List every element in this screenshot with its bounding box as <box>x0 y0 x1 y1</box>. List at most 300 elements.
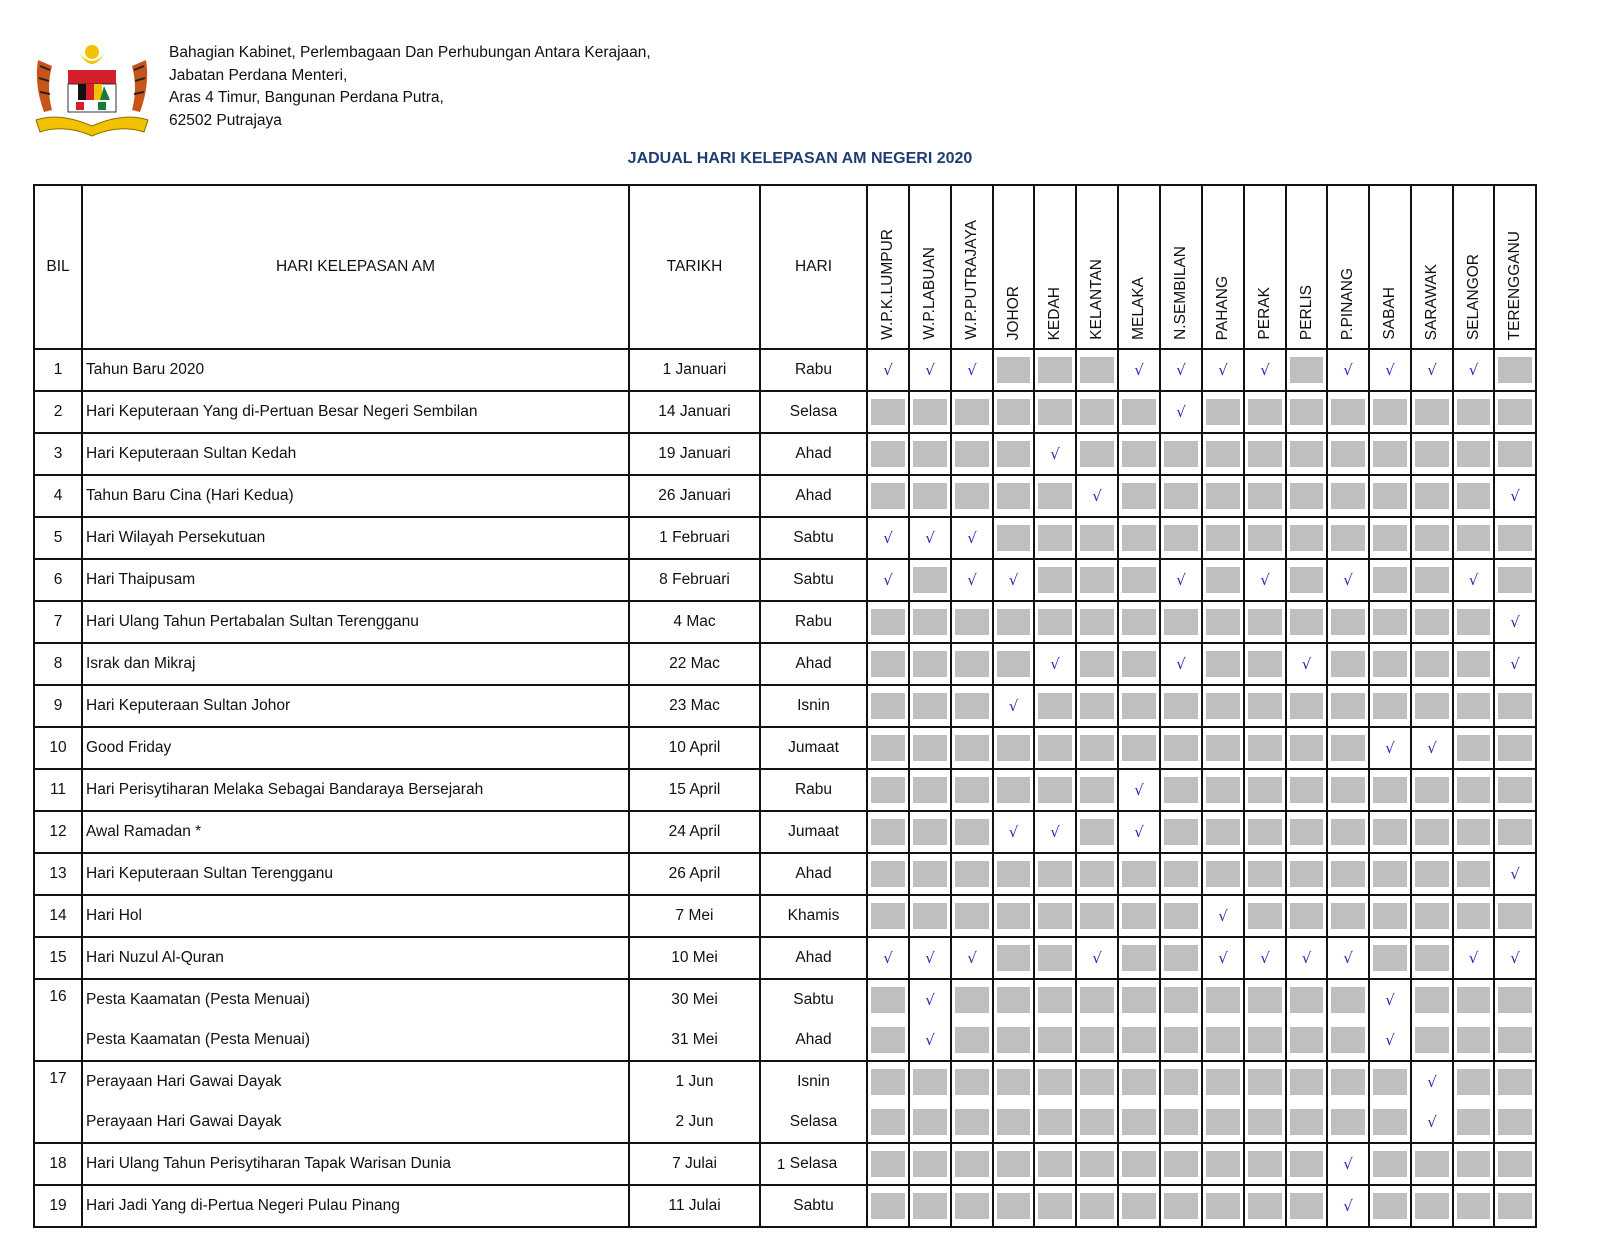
state-cell <box>1369 1102 1411 1143</box>
state-cell <box>1118 391 1160 433</box>
not-applicable-box <box>1331 693 1365 719</box>
state-cell <box>1411 1020 1453 1061</box>
not-applicable-box <box>1331 609 1365 635</box>
not-applicable-box <box>1038 1069 1072 1095</box>
not-applicable-box <box>913 609 947 635</box>
state-cell <box>993 895 1034 937</box>
holiday-date: 30 Mei <box>629 979 760 1020</box>
state-label: W.P.LABUAN <box>921 247 938 340</box>
state-cell <box>1118 433 1160 475</box>
state-cell <box>1118 811 1160 853</box>
row-number: 10 <box>34 727 82 769</box>
check-icon: √ <box>925 949 935 967</box>
not-applicable-box <box>1290 861 1323 887</box>
holiday-name: Hari Keputeraan Yang di-Pertuan Besar Negeri Sembilan <box>82 391 629 433</box>
state-cell <box>1286 853 1327 895</box>
state-cell <box>1034 601 1076 643</box>
not-applicable-box <box>1164 903 1198 929</box>
state-cell <box>951 685 993 727</box>
state-cell <box>1076 1102 1118 1143</box>
state-cell <box>1369 643 1411 685</box>
not-applicable-box <box>1164 441 1198 467</box>
holiday-name: Hari Nuzul Al-Quran <box>82 937 629 979</box>
holiday-day: Ahad <box>760 937 867 979</box>
state-cell <box>1160 643 1202 685</box>
state-cell <box>1494 937 1536 979</box>
state-cell <box>1118 475 1160 517</box>
address-line: 62502 Putrajaya <box>169 111 282 129</box>
not-applicable-box <box>997 525 1030 551</box>
coat-of-arms-icon <box>30 40 154 138</box>
state-cell <box>867 769 909 811</box>
state-cell <box>1286 433 1327 475</box>
state-cell <box>951 475 993 517</box>
not-applicable-box <box>997 1193 1030 1219</box>
holiday-day: Khamis <box>760 895 867 937</box>
state-cell <box>993 937 1034 979</box>
state-cell <box>1160 391 1202 433</box>
not-applicable-box <box>913 483 947 509</box>
not-applicable-box <box>1248 651 1282 677</box>
holiday-name: Hari Ulang Tahun Pertabalan Sultan Terengganu <box>82 601 629 643</box>
state-cell <box>1118 1185 1160 1227</box>
holiday-name: Perayaan Hari Gawai Dayak <box>82 1061 629 1102</box>
not-applicable-box <box>1498 399 1532 425</box>
state-cell <box>993 853 1034 895</box>
state-cell <box>1244 559 1286 601</box>
state-cell <box>1076 391 1118 433</box>
not-applicable-box <box>1080 1069 1114 1095</box>
not-applicable-box <box>1122 735 1156 761</box>
state-cell <box>1411 391 1453 433</box>
table-row <box>34 391 1536 433</box>
state-cell <box>951 853 993 895</box>
not-applicable-box <box>997 861 1030 887</box>
state-cell <box>1369 685 1411 727</box>
not-applicable-box <box>1206 861 1240 887</box>
holiday-name: Hari Keputeraan Sultan Johor <box>82 685 629 727</box>
not-applicable-box <box>1038 567 1072 593</box>
state-cell <box>1160 1185 1202 1227</box>
state-cell <box>1034 349 1076 391</box>
not-applicable-box <box>1122 483 1156 509</box>
state-cell <box>1494 1102 1536 1143</box>
not-applicable-box <box>871 441 905 467</box>
column-header-state <box>1202 185 1244 349</box>
state-cell <box>993 475 1034 517</box>
state-cell <box>993 517 1034 559</box>
check-icon: √ <box>1134 361 1144 379</box>
state-cell <box>1202 475 1244 517</box>
state-cell <box>1076 475 1118 517</box>
holiday-date: 1 Februari <box>629 517 760 559</box>
not-applicable-box <box>1457 819 1490 845</box>
not-applicable-box <box>1331 525 1365 551</box>
state-cell <box>1244 601 1286 643</box>
not-applicable-box <box>1080 651 1114 677</box>
table-row <box>34 727 1536 769</box>
state-cell <box>1286 559 1327 601</box>
state-cell <box>1244 769 1286 811</box>
state-cell <box>1286 727 1327 769</box>
state-cell <box>909 895 951 937</box>
state-cell <box>993 1061 1034 1102</box>
state-cell <box>1494 769 1536 811</box>
not-applicable-box <box>1164 777 1198 803</box>
state-cell <box>1034 685 1076 727</box>
state-cell <box>1034 517 1076 559</box>
state-label: N.SEMBILAN <box>1172 246 1189 340</box>
holiday-name: Awal Ramadan * <box>82 811 629 853</box>
column-header-state <box>1076 185 1118 349</box>
state-cell <box>1202 727 1244 769</box>
not-applicable-box <box>1122 1193 1156 1219</box>
not-applicable-box <box>1331 777 1365 803</box>
not-applicable-box <box>871 819 905 845</box>
row-number: 4 <box>34 475 82 517</box>
not-applicable-box <box>1080 525 1114 551</box>
not-applicable-box <box>1415 609 1449 635</box>
not-applicable-box <box>871 861 905 887</box>
not-applicable-box <box>1290 609 1323 635</box>
not-applicable-box <box>1122 651 1156 677</box>
table-row <box>34 643 1536 685</box>
state-cell <box>909 853 951 895</box>
not-applicable-box <box>1038 735 1072 761</box>
state-cell <box>1076 1020 1118 1061</box>
not-applicable-box <box>1498 1193 1532 1219</box>
not-applicable-box <box>1206 1109 1240 1135</box>
check-icon: √ <box>1468 571 1479 589</box>
not-applicable-box <box>1038 609 1072 635</box>
state-cell <box>1202 433 1244 475</box>
state-cell <box>951 433 993 475</box>
column-header-bil: BIL <box>34 185 82 349</box>
holiday-name: Tahun Baru 2020 <box>82 349 629 391</box>
state-cell <box>1286 475 1327 517</box>
state-cell <box>1202 979 1244 1020</box>
state-label: PERLIS <box>1297 284 1315 340</box>
not-applicable-box <box>1248 819 1282 845</box>
not-applicable-box <box>1206 693 1240 719</box>
state-cell <box>1369 937 1411 979</box>
not-applicable-box <box>1331 1069 1365 1095</box>
check-icon: √ <box>967 571 977 589</box>
state-cell <box>951 895 993 937</box>
not-applicable-box <box>1498 693 1532 719</box>
state-cell <box>1202 853 1244 895</box>
check-icon: √ <box>1218 361 1228 379</box>
state-cell <box>1286 391 1327 433</box>
holiday-date: 23 Mac <box>629 685 760 727</box>
not-applicable-box <box>1331 651 1365 677</box>
holiday-date: 11 Julai <box>629 1185 760 1227</box>
table-row <box>34 517 1536 559</box>
not-applicable-box <box>1248 441 1282 467</box>
not-applicable-box <box>1331 1109 1365 1135</box>
not-applicable-box <box>871 1109 905 1135</box>
state-cell <box>867 517 909 559</box>
state-cell <box>1076 1061 1118 1102</box>
state-cell <box>867 1185 909 1227</box>
not-applicable-box <box>1290 693 1323 719</box>
not-applicable-box <box>1290 777 1323 803</box>
state-cell <box>909 391 951 433</box>
state-cell <box>1286 1061 1327 1102</box>
state-cell <box>1202 559 1244 601</box>
state-label: W.P.PUTRAJAYA <box>963 220 980 340</box>
row-number: 9 <box>34 685 82 727</box>
state-cell <box>1160 517 1202 559</box>
state-cell <box>1411 517 1453 559</box>
column-header-state <box>1286 185 1327 349</box>
not-applicable-box <box>871 735 905 761</box>
state-cell <box>1244 433 1286 475</box>
not-applicable-box <box>955 861 989 887</box>
not-applicable-box <box>1038 399 1072 425</box>
state-cell <box>1327 853 1369 895</box>
row-number: 19 <box>34 1185 82 1227</box>
state-cell <box>1453 349 1494 391</box>
holiday-day: Ahad <box>760 475 867 517</box>
holiday-date: 26 Januari <box>629 475 760 517</box>
not-applicable-box <box>955 735 989 761</box>
state-cell <box>867 853 909 895</box>
check-icon: √ <box>1385 1031 1395 1049</box>
not-applicable-box <box>1457 609 1490 635</box>
state-cell <box>1118 979 1160 1020</box>
state-label: KEDAH <box>1046 286 1063 340</box>
not-applicable-box <box>1248 1027 1282 1053</box>
not-applicable-box <box>913 1069 947 1095</box>
not-applicable-box <box>955 777 989 803</box>
column-header-state <box>909 185 951 349</box>
not-applicable-box <box>997 903 1030 929</box>
state-cell <box>1202 1185 1244 1227</box>
state-cell <box>1327 517 1369 559</box>
state-cell <box>1494 895 1536 937</box>
state-cell <box>1494 391 1536 433</box>
state-cell <box>1076 685 1118 727</box>
not-applicable-box <box>1248 609 1282 635</box>
check-icon: √ <box>1050 445 1060 463</box>
not-applicable-box <box>871 903 905 929</box>
check-icon: √ <box>1176 361 1186 379</box>
state-cell <box>1202 685 1244 727</box>
state-cell <box>1494 1020 1536 1061</box>
holiday-date: 22 Mac <box>629 643 760 685</box>
not-applicable-box <box>955 399 989 425</box>
state-cell <box>1411 937 1453 979</box>
not-applicable-box <box>1080 693 1114 719</box>
state-cell <box>1369 1020 1411 1061</box>
state-cell <box>1286 979 1327 1020</box>
state-cell <box>951 1061 993 1102</box>
check-icon: √ <box>967 949 977 967</box>
check-icon: √ <box>1050 823 1060 841</box>
holiday-name: Hari Keputeraan Sultan Kedah <box>82 433 629 475</box>
not-applicable-box <box>1457 987 1490 1013</box>
not-applicable-box <box>1290 987 1323 1013</box>
state-cell <box>1411 1102 1453 1143</box>
state-cell <box>1244 1185 1286 1227</box>
state-cell <box>1118 601 1160 643</box>
holiday-name: Hari Ulang Tahun Perisytiharan Tapak Warisan Dunia <box>82 1143 629 1185</box>
not-applicable-box <box>1290 525 1323 551</box>
state-cell <box>1494 349 1536 391</box>
not-applicable-box <box>871 483 905 509</box>
state-cell <box>1411 811 1453 853</box>
not-applicable-box <box>1457 525 1490 551</box>
state-cell <box>867 475 909 517</box>
state-cell <box>951 601 993 643</box>
state-cell <box>909 1020 951 1061</box>
check-icon: √ <box>1510 865 1520 883</box>
row-number: 8 <box>34 643 82 685</box>
state-cell <box>1369 811 1411 853</box>
check-icon: √ <box>967 529 977 547</box>
state-cell <box>867 685 909 727</box>
state-cell <box>1494 643 1536 685</box>
holiday-day: Ahad <box>760 643 867 685</box>
state-cell <box>951 937 993 979</box>
state-cell <box>1118 685 1160 727</box>
not-applicable-box <box>1457 1109 1490 1135</box>
not-applicable-box <box>997 777 1030 803</box>
not-applicable-box <box>1498 735 1532 761</box>
state-cell <box>1286 517 1327 559</box>
check-icon: √ <box>925 1031 935 1049</box>
not-applicable-box <box>1331 861 1365 887</box>
not-applicable-box <box>1248 1069 1282 1095</box>
not-applicable-box <box>1248 483 1282 509</box>
not-applicable-box <box>1290 1069 1323 1095</box>
not-applicable-box <box>1415 777 1449 803</box>
column-header-day: HARI <box>760 185 867 349</box>
state-cell <box>1034 937 1076 979</box>
not-applicable-box <box>1290 819 1323 845</box>
state-cell <box>951 979 993 1020</box>
column-header-state <box>1369 185 1411 349</box>
not-applicable-box <box>955 1109 989 1135</box>
state-cell <box>1327 1061 1369 1102</box>
not-applicable-box <box>1038 483 1072 509</box>
state-cell <box>1411 979 1453 1020</box>
state-cell <box>1411 1061 1453 1102</box>
check-icon: √ <box>1343 571 1353 589</box>
not-applicable-box <box>871 1193 905 1219</box>
state-cell <box>867 1102 909 1143</box>
state-cell <box>1453 391 1494 433</box>
state-cell <box>1453 727 1494 769</box>
not-applicable-box <box>1457 735 1490 761</box>
not-applicable-box <box>1331 735 1365 761</box>
not-applicable-box <box>913 441 947 467</box>
state-cell <box>1453 811 1494 853</box>
not-applicable-box <box>1248 987 1282 1013</box>
not-applicable-box <box>1290 399 1323 425</box>
not-applicable-box <box>1373 525 1407 551</box>
not-applicable-box <box>913 777 947 803</box>
not-applicable-box <box>1038 987 1072 1013</box>
check-icon: √ <box>1260 361 1270 379</box>
not-applicable-box <box>1290 735 1323 761</box>
not-applicable-box <box>1373 903 1407 929</box>
state-cell <box>1034 769 1076 811</box>
state-cell <box>1076 811 1118 853</box>
not-applicable-box <box>1373 441 1407 467</box>
not-applicable-box <box>1080 819 1114 845</box>
not-applicable-box <box>871 693 905 719</box>
not-applicable-box <box>913 1193 947 1219</box>
holiday-date: 26 April <box>629 853 760 895</box>
state-cell <box>1286 937 1327 979</box>
not-applicable-box <box>1498 567 1532 593</box>
state-cell <box>909 433 951 475</box>
state-label: TERENGGANU <box>1506 230 1523 340</box>
state-cell <box>1369 1061 1411 1102</box>
row-number: 16 <box>34 979 82 1061</box>
state-cell <box>1453 979 1494 1020</box>
row-number: 5 <box>34 517 82 559</box>
column-header-state <box>867 185 909 349</box>
state-cell <box>1327 685 1369 727</box>
state-cell <box>1411 853 1453 895</box>
column-header-state <box>1118 185 1160 349</box>
holiday-name: Pesta Kaamatan (Pesta Menuai) <box>82 979 629 1020</box>
table-header-row <box>34 185 1536 349</box>
table-row <box>34 1102 1536 1143</box>
not-applicable-box <box>1290 1027 1323 1053</box>
state-cell <box>1202 769 1244 811</box>
state-cell <box>909 517 951 559</box>
row-number: 6 <box>34 559 82 601</box>
not-applicable-box <box>913 1109 947 1135</box>
not-applicable-box <box>997 1027 1030 1053</box>
holiday-date: 7 Mei <box>629 895 760 937</box>
not-applicable-box <box>1080 777 1114 803</box>
state-cell <box>1327 937 1369 979</box>
not-applicable-box <box>955 987 989 1013</box>
not-applicable-box <box>1290 441 1323 467</box>
state-cell <box>1118 727 1160 769</box>
state-cell <box>1494 727 1536 769</box>
not-applicable-box <box>1457 651 1490 677</box>
not-applicable-box <box>1206 1027 1240 1053</box>
check-icon: √ <box>1427 1113 1437 1131</box>
not-applicable-box <box>1122 945 1156 971</box>
state-cell <box>1327 979 1369 1020</box>
state-cell <box>1034 643 1076 685</box>
not-applicable-box <box>1038 1027 1072 1053</box>
not-applicable-box <box>1331 1027 1365 1053</box>
state-cell <box>1076 643 1118 685</box>
not-applicable-box <box>1290 1193 1323 1219</box>
check-icon: √ <box>925 361 935 379</box>
state-cell <box>1244 475 1286 517</box>
not-applicable-box <box>1248 693 1282 719</box>
state-cell <box>1369 979 1411 1020</box>
state-cell <box>1494 811 1536 853</box>
check-icon: √ <box>1008 697 1019 715</box>
state-cell <box>1453 895 1494 937</box>
check-icon: √ <box>1134 781 1144 799</box>
not-applicable-box <box>1164 861 1198 887</box>
check-icon: √ <box>1427 739 1437 757</box>
holiday-name: Hari Jadi Yang di-Pertua Negeri Pulau Pinang <box>82 1185 629 1227</box>
column-header-state <box>1411 185 1453 349</box>
not-applicable-box <box>1415 651 1449 677</box>
